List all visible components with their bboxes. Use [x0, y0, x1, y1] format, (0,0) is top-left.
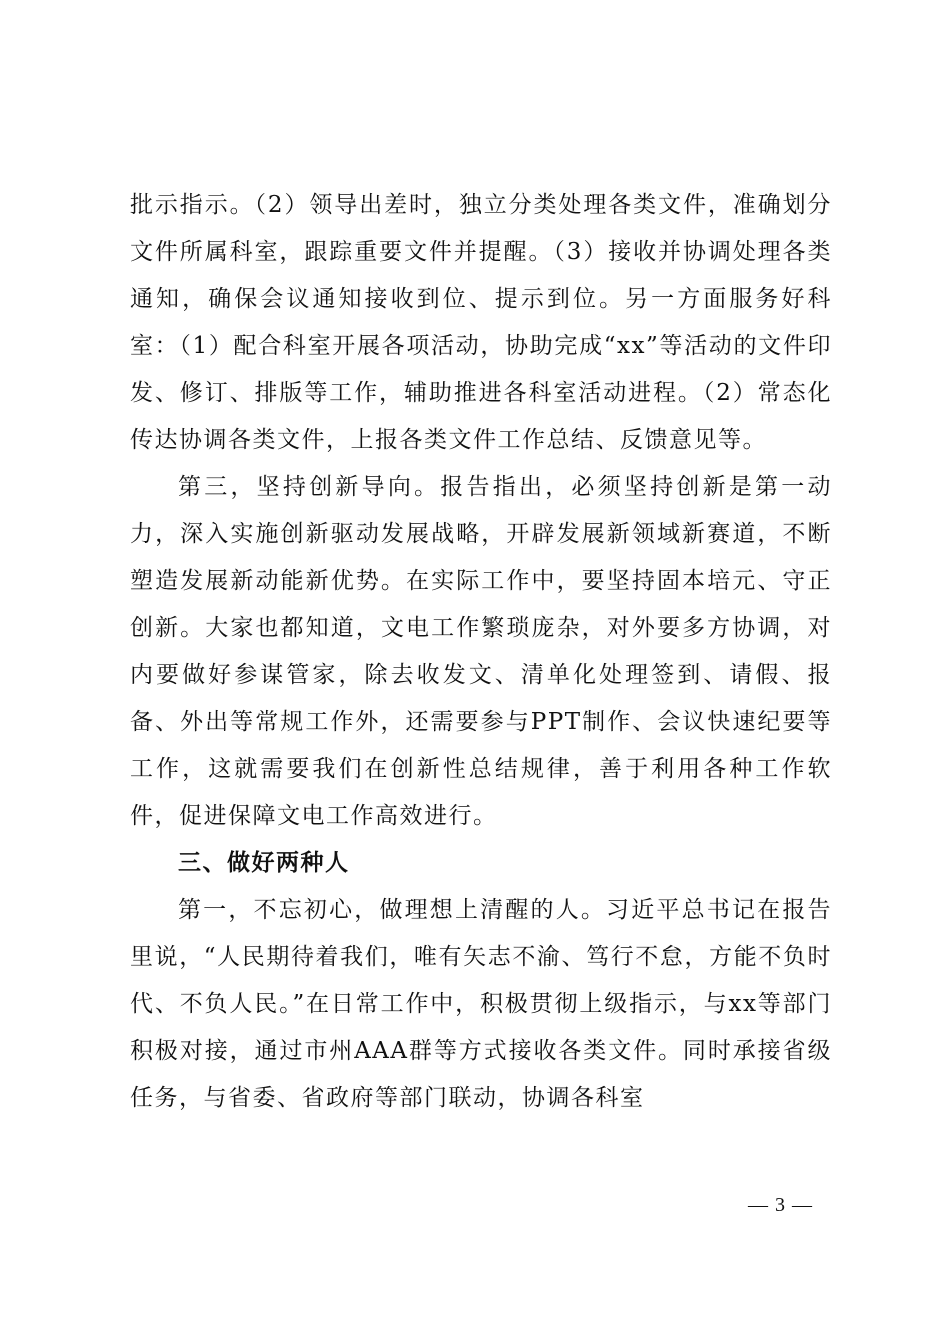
paragraph-first-point: 第一，不忘初心，做理想上清醒的人。习近平总书记在报告里说，“人民期待着我们，唯有矢志不渝、笃行不怠，方能不负时代、不负人民。”在日常工作中，积极贯彻上级指示，与xx等部门积极对接，通过市州AAA群等方式接收各类文件。同时承接省级任务，与省委、省政府等部门联动，协调各科室	[130, 897, 832, 1111]
body-text	[130, 182, 832, 1122]
page-number: — 3 —	[748, 1194, 813, 1216]
paragraph-innovation: 第三，坚持创新导向。报告指出，必须坚持创新是第一动力，深入实施创新驱动发展战略，开辟发展新领域新赛道，不断塑造发展新动能新优势。在实际工作中，要坚持固本培元、守正创新。大家也都知道，文电工作繁琐庞杂，对外要多方协调，对内要做好参谋管家，除去收发文、清单化处理签到、请假、报备、外出等常规工作外，还需要参与PPT制作、会议快速纪要等工作，这就需要我们在创新性总结规律，善于利用各种工作软件，促进保障文电工作高效进行。	[130, 474, 832, 829]
paragraph-continued: 批示指示。（2）领导出差时，独立分类处理各类文件，准确划分文件所属科室，跟踪重要文件并提醒。（3）接收并协调处理各类通知，确保会议通知接收到位、提示到位。另一方面服务好科室：（1）配合科室开展各项活动，协助完成“xx”等活动的文件印发、修订、排版等工作，辅助推进各科室活动进程。（2）常态化传达协调各类文件，上报各类文件工作总结、反馈意见等。	[130, 192, 832, 453]
section-heading: 三、做好两种人	[178, 850, 350, 876]
